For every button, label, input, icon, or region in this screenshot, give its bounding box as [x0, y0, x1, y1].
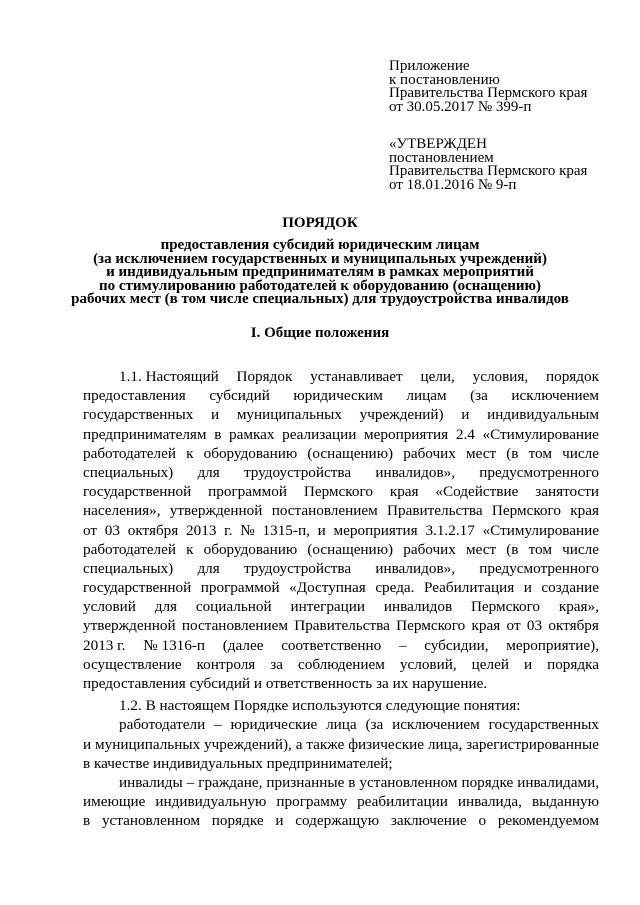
body-word: порядке	[211, 812, 264, 830]
body-word: содержащую	[295, 812, 380, 830]
body-word: постановлением	[181, 617, 288, 635]
body-word: предоставления субсидий и ответственность за их нарушение.	[83, 675, 488, 692]
body-word: Реабилитация	[423, 579, 515, 597]
body-word: инвалидами,	[517, 773, 599, 791]
body-word: октября	[548, 617, 599, 635]
body-word: (оснащению)	[307, 444, 394, 462]
body-word: и	[317, 521, 326, 539]
body-word: –	[186, 773, 195, 791]
body-word: 2013 г.	[83, 636, 126, 654]
approval-block	[389, 138, 587, 192]
body-word: №	[240, 521, 255, 539]
body-word: мероприятия	[333, 521, 418, 539]
subtitle-line: и индивидуальным предпринимателям в рамках мероприятий	[106, 264, 534, 281]
body-word: целей	[471, 655, 509, 673]
body-word: занятости	[535, 483, 599, 501]
body-word: государственной	[83, 579, 192, 597]
body-word: мероприятия	[364, 425, 449, 443]
subtitle-line: рабочих мест (в том числе специальных) для трудоустройства инвалидов	[71, 291, 569, 308]
body-word: программой	[208, 483, 287, 501]
body-line	[83, 463, 599, 482]
body-word: (за	[365, 716, 384, 734]
body-line	[83, 636, 599, 655]
body-word: муниципальных	[236, 406, 342, 424]
body-line	[83, 792, 599, 811]
body-line	[83, 773, 599, 792]
body-word: 1315-п,	[262, 521, 310, 539]
body-word: (далее	[222, 636, 264, 654]
body-word: числе	[562, 540, 599, 558]
body-word: (оснащению)	[307, 540, 394, 558]
body-line	[83, 597, 599, 616]
body-word: к	[186, 540, 194, 558]
body-word: исключением	[511, 387, 599, 405]
body-word: индивидуальную	[155, 793, 267, 811]
body-line	[83, 811, 599, 830]
body-line	[83, 367, 599, 386]
body-word: 1.2. В настоящем Порядке используются следующие понятия:	[119, 697, 521, 715]
approval-line: «УТВЕРЖДЕН	[389, 136, 487, 152]
body-word: «Содействие	[435, 483, 519, 501]
body-word: государственной	[83, 483, 192, 501]
approval-line: Правительства Пермского края	[389, 163, 588, 180]
body-word: имеющие	[83, 793, 146, 811]
body-word: в	[348, 773, 356, 791]
appendix-line: Приложение	[389, 58, 470, 74]
body-word: постановлением	[271, 502, 378, 520]
body-word: работодателей	[83, 444, 176, 462]
body-word: трудоустройства	[243, 559, 352, 577]
body-word: инвалида,	[457, 793, 522, 811]
body-word: № 1316-п	[143, 636, 206, 654]
body-word: –	[398, 636, 407, 654]
body-word: интеграции	[290, 598, 366, 616]
body-word: порядок	[545, 368, 599, 385]
body-word: Пермского	[396, 617, 466, 635]
body-line	[83, 482, 599, 501]
body-word: и	[523, 655, 533, 673]
body-word: и	[83, 735, 92, 753]
body-word: «Доступная	[289, 579, 366, 597]
body-word: в	[214, 425, 222, 443]
body-word: 3.1.2.17	[425, 521, 475, 539]
body-word: установленном	[359, 773, 458, 791]
body-word: края	[389, 483, 419, 501]
body-word: оборудованию	[203, 540, 298, 558]
document-title: ПОРЯДОК	[282, 215, 358, 231]
subtitle-line: предоставления субсидий юридическим лицам	[160, 237, 480, 253]
body-word: рекомендуемом	[497, 812, 599, 830]
body-line	[83, 715, 599, 734]
body-word: о	[478, 812, 487, 830]
body-word: 2013	[186, 521, 217, 539]
body-word: Правительства	[387, 502, 483, 520]
body-text	[83, 367, 599, 831]
body-word: мероприятие),	[506, 636, 599, 654]
body-word: числе	[562, 444, 599, 462]
body-word: государственных	[83, 406, 194, 424]
body-line	[83, 559, 599, 578]
body-word: рабочих	[403, 444, 456, 462]
body-word: программу	[276, 793, 348, 811]
body-word: заключение	[390, 812, 467, 830]
body-line	[83, 521, 599, 540]
body-word: учреждений)	[359, 406, 444, 424]
body-word: специальных)	[83, 559, 174, 577]
body-word: к	[186, 444, 194, 462]
body-word: Пермского	[303, 483, 373, 501]
appendix-line: к постановлению	[389, 71, 500, 88]
body-word: соблюдением	[298, 655, 385, 673]
appendix-block	[389, 60, 587, 114]
body-word: –	[214, 716, 222, 734]
body-word: края	[570, 502, 599, 520]
body-word: исключением	[392, 716, 480, 734]
body-word: устанавливает	[310, 368, 403, 385]
body-word: в	[83, 812, 91, 830]
body-word: Правительства	[294, 617, 390, 635]
body-word: края»,	[558, 598, 599, 616]
approval-line: постановлением	[389, 149, 494, 166]
body-line	[83, 386, 599, 405]
body-word: «Стимулирование	[482, 425, 599, 443]
body-word: а	[295, 735, 303, 753]
body-word: учреждений),	[204, 735, 292, 753]
subtitle-line: (за исключением государственных и муниципальных учреждений)	[93, 250, 547, 267]
body-word: рабочих	[403, 540, 456, 558]
body-word: зарегистрированные	[466, 735, 599, 753]
body-word: рамках	[229, 425, 275, 443]
body-word: инвалидов»,	[375, 559, 456, 577]
body-word: среда.	[375, 579, 415, 597]
body-word: Пермского	[470, 598, 541, 616]
body-word: в качестве индивидуальных предпринимателей;	[83, 754, 393, 772]
appendix-line: Правительства Пермского края	[389, 85, 588, 102]
body-word: субсидий	[209, 387, 270, 405]
body-line	[83, 674, 599, 693]
body-word: лица,	[427, 735, 463, 753]
body-word: предусмотренного	[479, 559, 599, 577]
body-word: государственных	[488, 716, 599, 734]
body-word: от	[506, 617, 521, 635]
body-word: физические	[348, 735, 425, 753]
body-word: выданную	[531, 793, 599, 811]
body-word: инвалидов»,	[375, 463, 456, 481]
body-word: от	[83, 521, 98, 539]
subtitle-line: по стимулированию работодателей к оборудованию (оснащению)	[99, 277, 541, 294]
body-word: лицам	[406, 387, 447, 405]
body-word: индивидуальным	[487, 406, 599, 424]
body-word: граждане,	[198, 773, 263, 791]
body-word: работодатели	[119, 716, 206, 734]
body-word: для	[154, 598, 178, 616]
body-word: порядке	[461, 773, 514, 791]
body-word: субсидии,	[424, 636, 489, 654]
body-word: инвалиды	[119, 773, 183, 791]
body-word: условий,	[399, 655, 457, 673]
body-word: признанные	[266, 773, 345, 791]
body-word: населения»,	[83, 502, 161, 520]
body-word: (в	[506, 444, 519, 462]
body-word: 2.4	[455, 425, 475, 443]
body-word: предоставления	[83, 387, 186, 405]
body-word: мест	[466, 444, 497, 462]
body-word: за	[270, 655, 284, 673]
body-word: юридическим	[293, 387, 383, 405]
section-heading: I. Общие положения	[250, 325, 390, 341]
body-word: социальной	[195, 598, 272, 616]
body-word: том	[528, 444, 552, 462]
body-line	[83, 754, 599, 773]
body-word: (в	[506, 540, 519, 558]
body-word: для	[197, 463, 220, 481]
body-word: условий	[83, 598, 136, 616]
body-word: инвалидов	[383, 598, 453, 616]
body-line	[83, 501, 599, 520]
body-word: и	[211, 406, 220, 424]
approval-line: от 18.01.2016 № 9-п	[389, 176, 517, 193]
body-line	[83, 405, 599, 424]
body-word: 1.1. Настоящий	[119, 368, 219, 385]
body-word: предпринимателям	[83, 425, 207, 443]
body-line	[83, 540, 599, 559]
body-word: цели,	[420, 368, 455, 385]
body-word: муниципальных	[95, 735, 201, 753]
body-word: порядка	[547, 655, 599, 673]
body-word: программой	[200, 579, 280, 597]
body-word: лица	[326, 716, 357, 734]
body-word: «Стимулирование	[482, 521, 599, 539]
body-line	[83, 444, 599, 463]
body-word: осуществление	[83, 655, 182, 673]
body-line	[83, 696, 599, 715]
body-word: соответственно	[281, 636, 382, 654]
body-word: и	[523, 579, 532, 597]
appendix-line: от 30.05.2017 № 399-п	[389, 98, 532, 115]
body-word: трудоустройства	[243, 463, 352, 481]
body-word: края	[471, 617, 501, 635]
body-word: г.	[224, 521, 233, 539]
body-word: мест	[466, 540, 497, 558]
body-word: предусмотренного	[479, 463, 599, 481]
body-word: и	[461, 406, 470, 424]
body-word: октября	[127, 521, 179, 539]
body-word: Порядок	[236, 368, 293, 385]
body-word: 03	[104, 521, 120, 539]
body-word: реабилитации	[357, 793, 448, 811]
body-word: 03	[526, 617, 543, 635]
body-word: Пермского	[491, 502, 561, 520]
body-word: специальных)	[83, 463, 174, 481]
body-word: утвержденной	[169, 502, 263, 520]
body-word: работодателей	[83, 540, 176, 558]
body-word: юридические	[230, 716, 318, 734]
body-word: том	[528, 540, 552, 558]
document-subtitle	[0, 239, 640, 307]
body-line	[83, 655, 599, 674]
body-line	[83, 735, 599, 754]
body-word: установленном	[101, 812, 201, 830]
body-word: реализации	[282, 425, 357, 443]
body-line	[83, 425, 599, 444]
body-line	[83, 616, 599, 635]
body-word: контроля	[196, 655, 256, 673]
body-word: (за	[470, 387, 488, 405]
body-word: для	[197, 559, 220, 577]
body-word: и	[275, 812, 284, 830]
body-word: утвержденной	[83, 617, 176, 635]
body-line	[83, 578, 599, 597]
body-word: оборудованию	[203, 444, 298, 462]
body-word: также	[306, 735, 345, 753]
body-word: условия,	[472, 368, 529, 385]
body-word: создание	[541, 579, 599, 597]
